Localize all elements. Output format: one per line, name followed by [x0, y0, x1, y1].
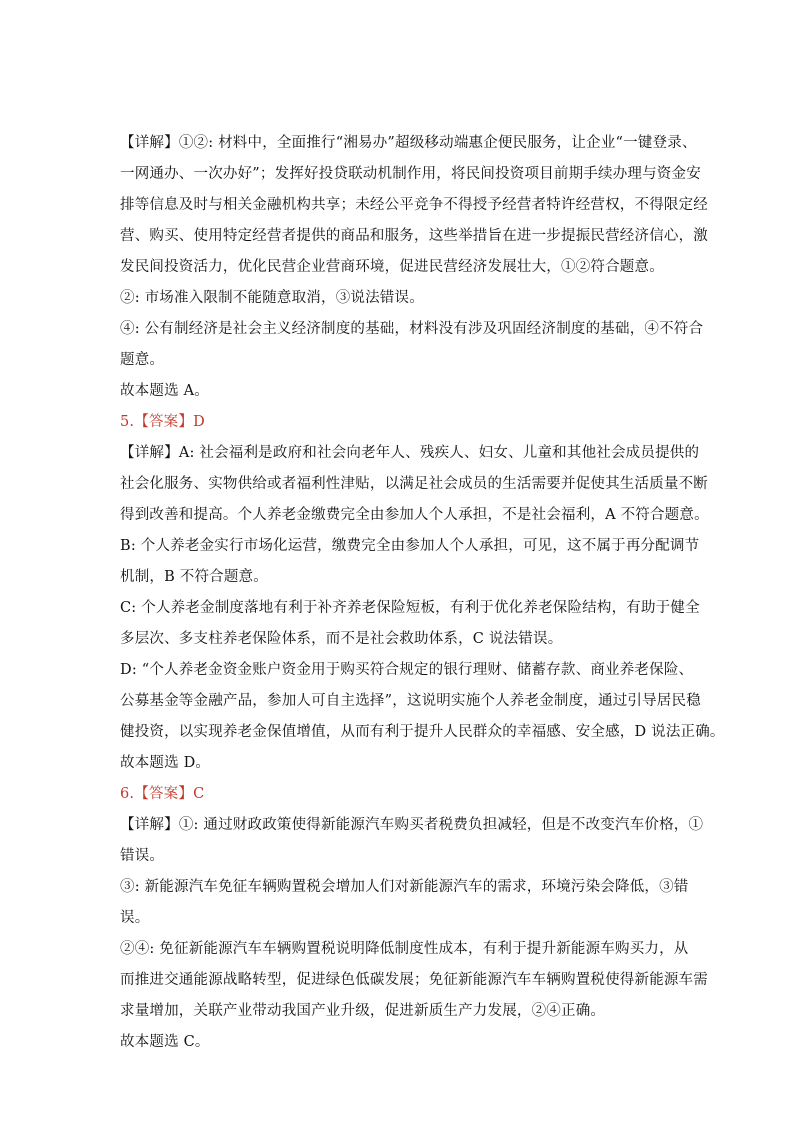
line-text: ④: 公有制经济是社会主义经济制度的基础，材料没有涉及巩固经济制度的基础，④不符合: [120, 321, 704, 337]
answer-value: D: [193, 414, 205, 430]
line-26: [120, 908, 149, 928]
line-text: ②④: 免征新能源汽车车辆购置税说明降低制度性成本，有利于提升新能源车购买力，从: [120, 941, 689, 957]
line-text: 社会化服务、实物供给或者福利性津贴，以满足社会成员的生活需要并促使其生活质量不断: [120, 476, 708, 492]
line-text: ①②: 材料中，全面推行“湘易办”超级移动端惠企便民服务，让企业“一键登录、: [178, 135, 697, 151]
line-6: [120, 288, 424, 308]
line-text: 公募基金等金融产品，参加人可自主选择”，这说明实施个人养老金制度，通过引导居民稳: [120, 693, 701, 709]
line-30: [120, 1032, 210, 1052]
line-28: [120, 970, 708, 990]
line-text: 误。: [120, 910, 150, 926]
answer-6-heading: [120, 784, 204, 804]
line-text: 排等信息及时与相关金融机构共享；未经公平竞争不得授予经营者特许经营权，不得限定经: [120, 197, 708, 213]
line-7: [120, 319, 703, 339]
line-14: [120, 536, 699, 556]
line-text: 故本题选 A。: [120, 383, 209, 399]
line-text: A: 社会福利是政府和社会向老年人、残疾人、妇女、儿童和其他社会成员提供的: [178, 445, 700, 461]
line-text: 错误。: [120, 848, 165, 864]
line-9: [120, 381, 209, 401]
line-5: [120, 257, 664, 277]
line-12: [120, 474, 708, 494]
detail-tag: 【详解】: [120, 817, 179, 833]
line-text: D: “个人养老金资金账户资金用于购买符合规定的银行理财、储蓄存款、商业养老保险、: [120, 662, 694, 678]
line-text: 一网通办、一次办好”；发挥好投贷联动机制作用，将民间投资项目前期手续办理与资金安: [120, 166, 701, 182]
line-text: ③: 新能源汽车免征车辆购置税会增加人们对新能源汽车的需求，环境污染会降低，③错: [120, 879, 689, 895]
line-text: 故本题选 D。: [120, 755, 211, 771]
line-23: [120, 815, 703, 835]
line-27: [120, 939, 689, 959]
line-1: [120, 133, 697, 153]
line-text: ①: 通过财政政策使得新能源汽车购买者税费负担减轻，但是不改变汽车价格，①: [178, 817, 704, 833]
line-text: ②: 市场准入限制不能随意取消，③说法错误。: [120, 290, 424, 306]
line-24: [120, 846, 164, 866]
line-25: [120, 877, 689, 897]
line-text: 求量增加，关联产业带动我国产业升级，促进新质生产力发展，②④正确。: [120, 1003, 606, 1019]
line-8: [120, 350, 164, 370]
answer-value: C: [193, 786, 205, 802]
line-18: [120, 660, 693, 680]
question-number: 5.: [120, 414, 135, 430]
line-text: 题意。: [120, 352, 165, 368]
line-19: [120, 691, 701, 711]
line-text: 机制，B 不符合题意。: [120, 569, 268, 585]
line-2: [120, 164, 701, 184]
line-3: [120, 195, 708, 215]
line-20: [120, 722, 725, 742]
line-21: [120, 753, 210, 773]
line-text: 健投资，以实现养老金保值增值，从而有利于提升人民群众的幸福感、安全感，D 说法正确。: [120, 724, 725, 740]
answer-5-heading: [120, 412, 205, 432]
line-text: 得到改善和提高。个人养老金缴费完全由参加人个人承担，不是社会福利，A 不符合题意。: [120, 507, 709, 523]
line-text: 故本题选 C。: [120, 1034, 210, 1050]
line-text: 营、购买、使用特定经营者提供的商品和服务，这些举措旨在进一步提振民营经济信心，激: [120, 228, 708, 244]
line-13: [120, 505, 709, 525]
line-17: [120, 629, 562, 649]
line-4: [120, 226, 708, 246]
answer-tag: 【答案】: [134, 786, 194, 802]
line-15: [120, 567, 268, 587]
detail-tag: 【详解】: [120, 445, 179, 461]
line-29: [120, 1001, 605, 1021]
line-16: [120, 598, 700, 618]
line-text: 发民间投资活力，优化民营企业营商环境，促进民营经济发展壮大，①②符合题意。: [120, 259, 664, 275]
question-number: 6.: [120, 786, 135, 802]
line-11: [120, 443, 699, 463]
line-text: C: 个人养老金制度落地有利于补齐养老保险短板，有利于优化养老保险结构，有助于健全: [120, 600, 700, 616]
line-text: 多层次、多支柱养老保险体系，而不是社会救助体系，C 说法错误。: [120, 631, 563, 647]
line-text: B: 个人养老金实行市场化运营，缴费完全由参加人个人承担，可见，这不属于再分配调节: [120, 538, 700, 554]
detail-tag: 【详解】: [120, 135, 179, 151]
line-text: 而推进交通能源战略转型，促进绿色低碳发展；免征新能源汽车车辆购置税使得新能源车需: [120, 972, 708, 988]
answer-tag: 【答案】: [134, 414, 194, 430]
